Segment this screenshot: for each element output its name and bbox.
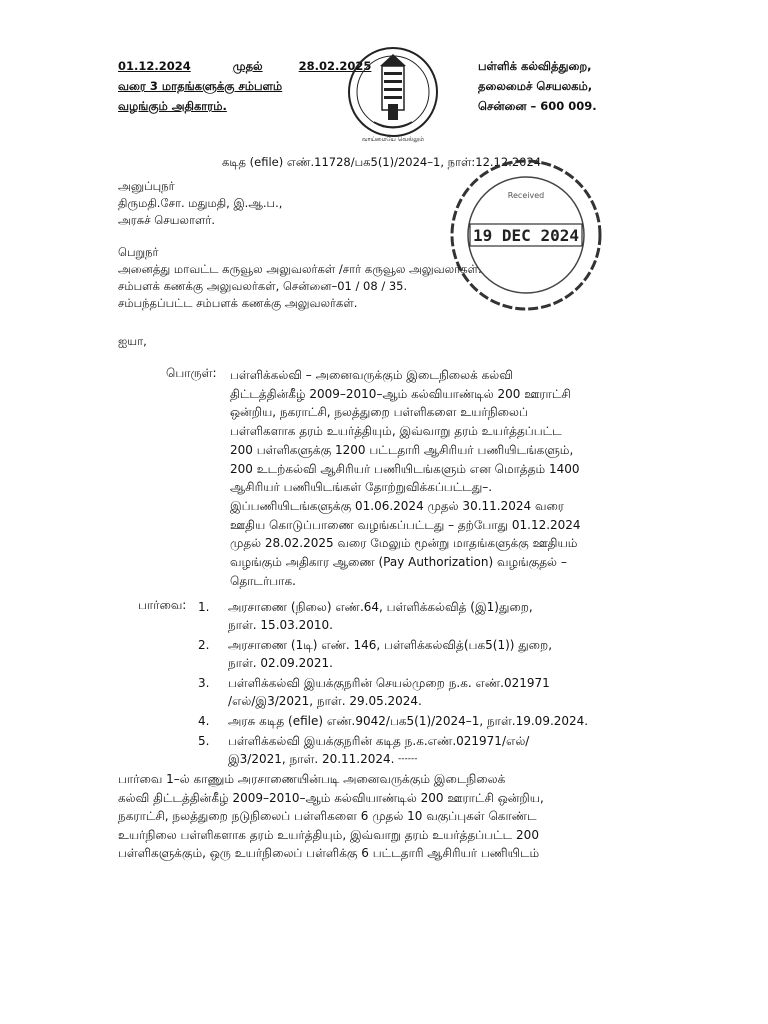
reference-text [228, 674, 632, 710]
tamil-nadu-emblem [344, 44, 442, 152]
reference-line: /எல்/இ3/2021, நாள். 29.05.2024. [228, 694, 422, 708]
stamp-date: 19 DEC 2024 [473, 226, 579, 245]
reference-number: 1. [198, 600, 210, 614]
body-paragraph [118, 770, 638, 863]
reference-number: 3. [198, 676, 210, 690]
subject-line: பள்ளிகளாக தரம் உயர்த்தியும், இவ்வாறு தரம் உயர்த்தப்பட்ட [230, 424, 562, 439]
reference-line: இ3/2021, நாள். 20.11.2024. [228, 752, 395, 766]
subject-line: ஆசிரியர் பணியிடங்கள் தோற்றுவிக்கப்பட்டது–. [230, 480, 493, 495]
from-word: முதல் [232, 59, 263, 73]
references-label: பார்வை: [138, 598, 187, 612]
reference-item [198, 598, 632, 634]
sender-label: அனுப்புநர் [118, 179, 175, 193]
reference-number: 2. [198, 638, 210, 652]
references-list [198, 598, 632, 770]
subject-line: வழங்கும் அதிகார ஆணை (Pay Authorization) வழங்குதல் – [230, 555, 567, 570]
header-right-block [478, 56, 597, 116]
reference-line: நாள். 15.03.2010. [228, 618, 333, 632]
body-line: உயர்நிலை பள்ளிகளாக தரம் உயர்த்தியும், இவ்வாறு தரம் உயர்த்தப்பட்ட 200 [118, 827, 539, 842]
letter-reference: கடித (efile) எண்.11728/பக5(1)/2024–1, நாள்:12.12.2024 [222, 155, 542, 169]
body-line: பார்வை 1–ல் காணும் அரசாணையின்படி அனைவருக்கும் இடைநிலைக் [118, 772, 506, 786]
sender-name: திருமதி.சோ. மதுமதி, இ.ஆ.ப., [118, 196, 283, 210]
subject-line: 200 பள்ளிகளுக்கு 1200 பட்டதாரி ஆசிரியர் பணியிடங்களும், [230, 442, 574, 457]
subject-line: பள்ளிக்கல்வி – அனைவருக்கும் இடைநிலைக் கல்வி [230, 368, 513, 382]
subject-label: பொருள்: [166, 366, 217, 380]
subject-line: 200 உடற்கல்வி ஆசிரியர் பணியிடங்களும் என மொத்தம் 1400 [230, 461, 580, 476]
reference-line: பள்ளிக்கல்வி இயக்குநரின் கடித ந.க.எண்.021971/எல்/ [228, 734, 530, 748]
stamp-arc-label: Received [507, 191, 545, 200]
subject-line: ஒன்றிய, நகராட்சி, நலத்துறை பள்ளிகளை உயர்நிலைப் [230, 405, 528, 420]
reference-number: 4. [198, 714, 210, 728]
reference-line: அரசாணை (1டி) எண். 146, பள்ளிக்கல்வித்(பக5(1)) துறை, [228, 638, 553, 652]
subject-text [230, 366, 630, 590]
header-left-block [118, 56, 371, 116]
reference-line: அரசாணை (நிலை) எண்.64, பள்ளிக்கல்வித் (இ1)துறை, [228, 600, 533, 614]
reference-line: பள்ளிக்கல்வி இயக்குநரின் செயல்முறை ந.க. எண்.021971 [228, 676, 550, 690]
reference-item [198, 636, 632, 672]
header-left-line2: வரை 3 மாதங்களுக்கு சம்பளம் [118, 79, 283, 93]
sender-block [118, 178, 282, 229]
secretariat-name: தலைமைச் செயலகம், [478, 79, 593, 93]
recipient-label: பெறுநர் [118, 245, 159, 259]
reference-text [228, 732, 632, 768]
reference-line: நாள். 02.09.2021. [228, 656, 333, 670]
body-line: கல்வி திட்டத்தின்கீழ் 2009–2010–ஆம் கல்வியாண்டில் 200 ஊராட்சி ஒன்றிய, [118, 790, 544, 805]
reference-number: 5. [198, 734, 210, 748]
city-pincode: சென்னை – 600 009. [478, 99, 597, 113]
reference-text [228, 636, 632, 672]
header-left-line3: வழங்கும் அதிகாரம். [118, 99, 227, 113]
reference-line: அரசு கடித (efile) எண்.9042/பக5(1)/2024–1, நாள்.19.09.2024. [228, 714, 589, 728]
subject-line: இப்பணியிடங்களுக்கு 01.06.2024 முதல் 30.11.2024 வரை [230, 498, 564, 513]
body-line: நகராட்சி, நலத்துறை நடுநிலைப் பள்ளிகளை 6 முதல் 10 வகுப்புகள் கொண்ட [118, 809, 537, 824]
sender-designation: அரசுச் செயலாளர். [118, 213, 216, 227]
recipient-block [118, 244, 482, 312]
date-to: 28.02.2025 [298, 59, 372, 73]
salutation: ஐயா, [118, 334, 147, 348]
separator: ------ [398, 754, 418, 764]
body-line: பள்ளிகளுக்கும், ஒரு உயர்நிலைப் பள்ளிக்கு 6 பட்டதாரி ஆசிரியர் பணியிடம் [118, 846, 540, 861]
subject-line: தொடர்பாக. [230, 573, 296, 588]
subject-line: திட்டத்தின்கீழ் 2009–2010–ஆம் கல்வியாண்டில் 200 ஊராட்சி [230, 386, 571, 401]
subject-line: ஊதிய கொடுப்பாணை வழங்கப்பட்டது – தற்போது 01.12.2024 [230, 517, 581, 532]
department-name: பள்ளிக் கல்வித்துறை, [478, 59, 592, 73]
header-left-line1 [118, 56, 371, 76]
date-from: 01.12.2024 [118, 59, 191, 73]
reference-item [198, 674, 632, 710]
emblem-motto: வாய்மையே வெல்லும் [361, 136, 425, 143]
reference-text [228, 712, 632, 730]
subject-line: முதல் 28.02.2025 வரை மேலும் மூன்று மாதங்களுக்கு ஊதியம் [230, 536, 578, 551]
recipient-line-1: அனைத்து மாவட்ட கருவூல அலுவலர்கள் /சார் கருவூல அலுவலர்கள். [118, 262, 482, 276]
recipient-line-3: சம்பந்தப்பட்ட சம்பளக் கணக்கு அலுவலர்கள். [118, 296, 358, 310]
reference-item [198, 712, 632, 730]
recipient-line-2: சம்பளக் கணக்கு அலுவலர்கள், சென்னை–01 / 08 / 35. [118, 279, 408, 293]
reference-text [228, 598, 632, 634]
